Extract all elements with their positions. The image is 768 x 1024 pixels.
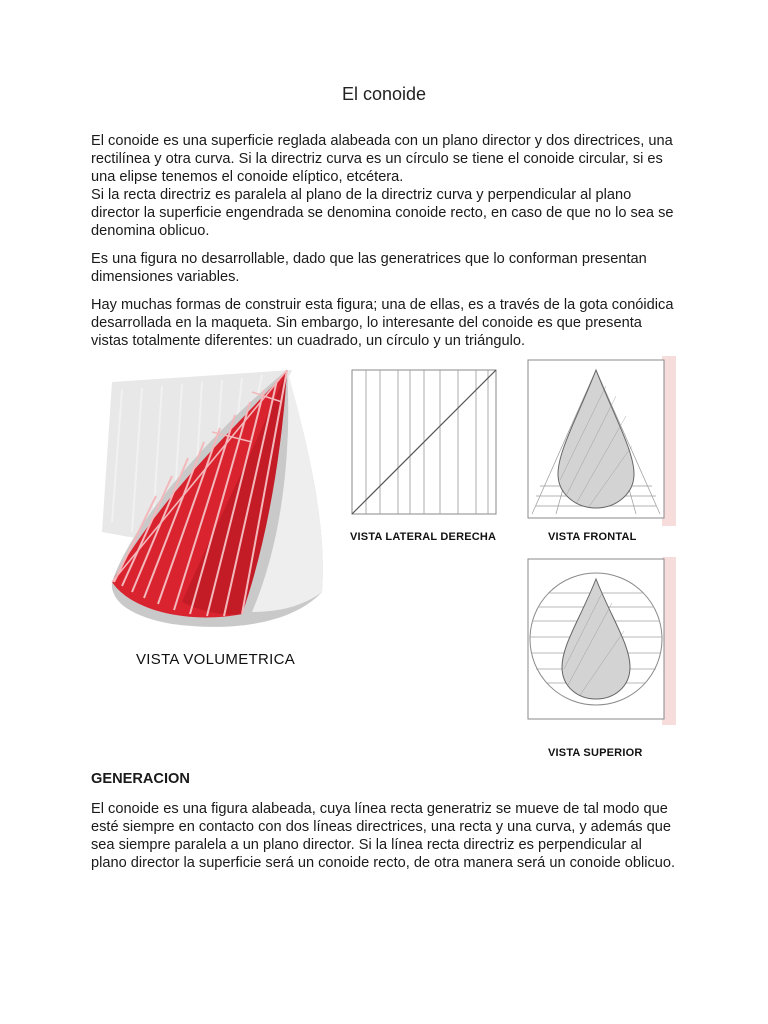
intro-paragraph-3: Hay muchas formas de construir esta figura; una de ellas, es a través de la gota conóidica desarrollada en la maqueta. Sin embargo, lo interesante del conoide es que presenta vistas totalmente diferentes: un cuadrado, un círculo y un triángulo. <box>91 297 674 349</box>
caption-volumetric: VISTA VOLUMETRICA <box>136 651 296 668</box>
intro-paragraph-1: El conoide es una superficie reglada alabeada con un plano director y dos directrices, una rectilínea y otra curva. Si la directriz curva es un círculo se tiene el conoide circular, si es una elipse tenemos el conoide elíptico, etcétera. <box>91 133 673 185</box>
generation-paragraph: El conoide es una figura alabeada, cuya línea recta generatriz se mueve de tal modo que esté siempre en contacto con dos líneas directrices, una recta y una curva, y además que sea siempre paralela a un plano director. Si la línea recta directriz es perpendicular al plano director la superficie será un conoide recto, de otra manera será un conoide oblicuo. <box>91 801 676 871</box>
right-side-view-image <box>348 366 500 518</box>
page-title: El conoide <box>341 84 427 104</box>
front-view-image <box>526 356 676 526</box>
caption-front: VISTA FRONTAL <box>548 531 637 543</box>
intro-paragraph-2: Es una figura no desarrollable, dado que las generatrices que lo conforman presentan dimensiones variables. <box>91 251 647 285</box>
top-view-image <box>526 557 676 725</box>
volumetric-view-image <box>92 362 332 632</box>
caption-right-side: VISTA LATERAL DERECHA <box>350 531 497 543</box>
caption-top: VISTA SUPERIOR <box>548 747 643 759</box>
intro-paragraph-1-cont: Si la recta directriz es paralela al plano de la directriz curva y perpendicular al plano director la superficie engendrada se denomina conoide recto, en caso de que no lo sea se denomina oblicuo. <box>91 187 674 239</box>
section-heading: GENERACION <box>91 771 190 787</box>
